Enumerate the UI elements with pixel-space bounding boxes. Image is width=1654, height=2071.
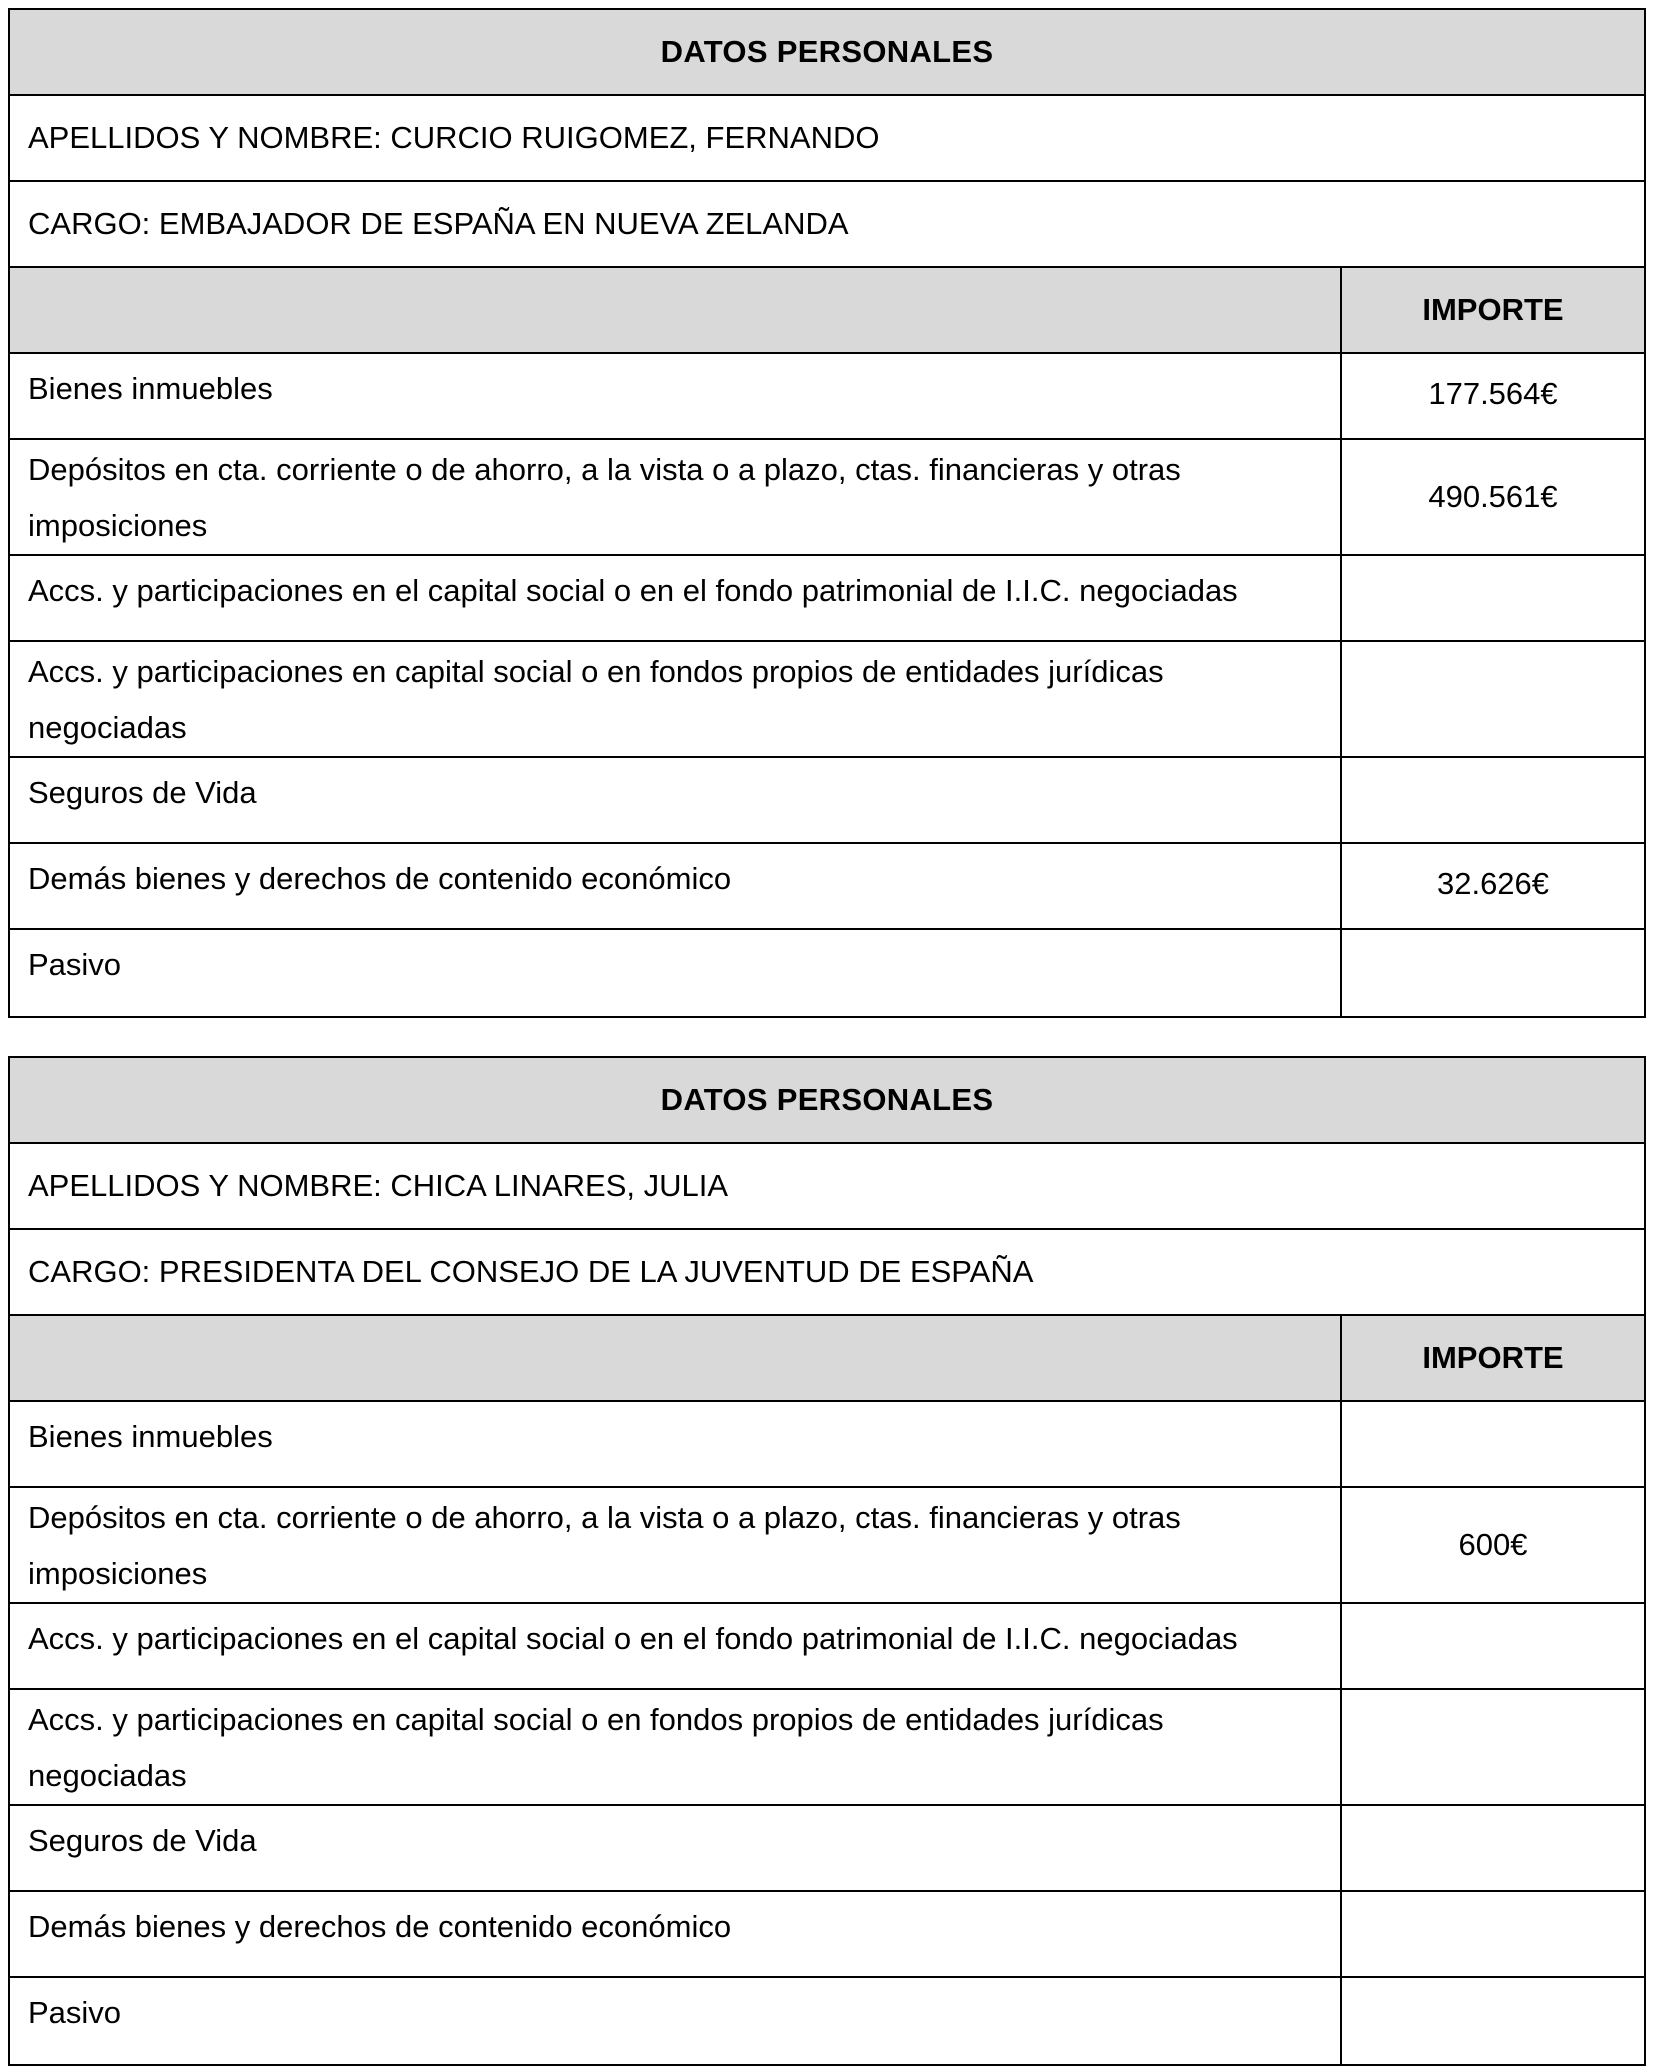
item-amount: [1342, 930, 1644, 1016]
item-label: Demás bienes y derechos de contenido económico: [10, 844, 1342, 928]
section-title: DATOS PERSONALES: [10, 1058, 1644, 1144]
table-row: [10, 556, 1644, 642]
item-label: Demás bienes y derechos de contenido económico: [10, 1892, 1342, 1976]
table-row: [10, 1402, 1644, 1488]
item-label: Pasivo: [10, 1978, 1342, 2064]
table-header-row: [10, 268, 1644, 354]
item-amount: [1342, 1978, 1644, 2064]
table-row: [10, 844, 1644, 930]
table-row: [10, 1978, 1644, 2064]
table-row: [10, 1892, 1644, 1978]
name-line: APELLIDOS Y NOMBRE: CURCIO RUIGOMEZ, FERNANDO: [10, 96, 1644, 182]
table-row: [10, 1690, 1644, 1806]
position-line: CARGO: EMBAJADOR DE ESPAÑA EN NUEVA ZELANDA: [10, 182, 1644, 268]
item-label: Bienes inmuebles: [10, 1402, 1342, 1486]
table-row: [10, 440, 1644, 556]
header-label-cell: [10, 1316, 1342, 1400]
item-label: Accs. y participaciones en capital social o en fondos propios de entidades jurídicas negociadas: [10, 642, 1342, 756]
table-row: [10, 1604, 1644, 1690]
item-label: Accs. y participaciones en capital social o en fondos propios de entidades jurídicas negociadas: [10, 1690, 1342, 1804]
item-amount: 177.564€: [1428, 376, 1558, 411]
item-amount: 32.626€: [1436, 866, 1550, 901]
header-label-cell: [10, 268, 1342, 352]
item-amount: [1342, 1806, 1644, 1890]
item-label: Seguros de Vida: [10, 1806, 1342, 1890]
item-amount: [1342, 758, 1644, 842]
section-title: DATOS PERSONALES: [10, 10, 1644, 96]
table-row: [10, 1488, 1644, 1604]
item-label: Depósitos en cta. corriente o de ahorro, a la vista o a plazo, ctas. financieras y otras imposiciones: [10, 1488, 1342, 1602]
item-amount: [1342, 1604, 1644, 1688]
amount-header: IMPORTE: [1422, 292, 1564, 327]
item-amount: [1342, 1892, 1644, 1976]
declaration-table: [8, 8, 1646, 1018]
name-line: APELLIDOS Y NOMBRE: CHICA LINARES, JULIA: [10, 1144, 1644, 1230]
table-row: [10, 930, 1644, 1016]
item-label: Pasivo: [10, 930, 1342, 1016]
item-label: Bienes inmuebles: [10, 354, 1342, 438]
table-row: [10, 642, 1644, 758]
item-label: Accs. y participaciones en el capital social o en el fondo patrimonial de I.I.C. negociadas: [10, 556, 1342, 640]
item-label: Seguros de Vida: [10, 758, 1342, 842]
table-row: [10, 758, 1644, 844]
declaration-table: [8, 1056, 1646, 2066]
position-line: CARGO: PRESIDENTA DEL CONSEJO DE LA JUVENTUD DE ESPAÑA: [10, 1230, 1644, 1316]
amount-header: IMPORTE: [1422, 1340, 1564, 1375]
item-label: Accs. y participaciones en el capital social o en el fondo patrimonial de I.I.C. negociadas: [10, 1604, 1342, 1688]
item-amount: [1342, 1690, 1644, 1804]
item-amount: [1342, 1402, 1644, 1486]
table-header-row: [10, 1316, 1644, 1402]
item-amount: [1342, 556, 1644, 640]
item-amount: 490.561€: [1428, 479, 1558, 514]
table-row: [10, 1806, 1644, 1892]
item-amount: [1342, 642, 1644, 756]
item-amount: 600€: [1458, 1527, 1528, 1562]
item-label: Depósitos en cta. corriente o de ahorro, a la vista o a plazo, ctas. financieras y otras imposiciones: [10, 440, 1342, 554]
table-row: [10, 354, 1644, 440]
